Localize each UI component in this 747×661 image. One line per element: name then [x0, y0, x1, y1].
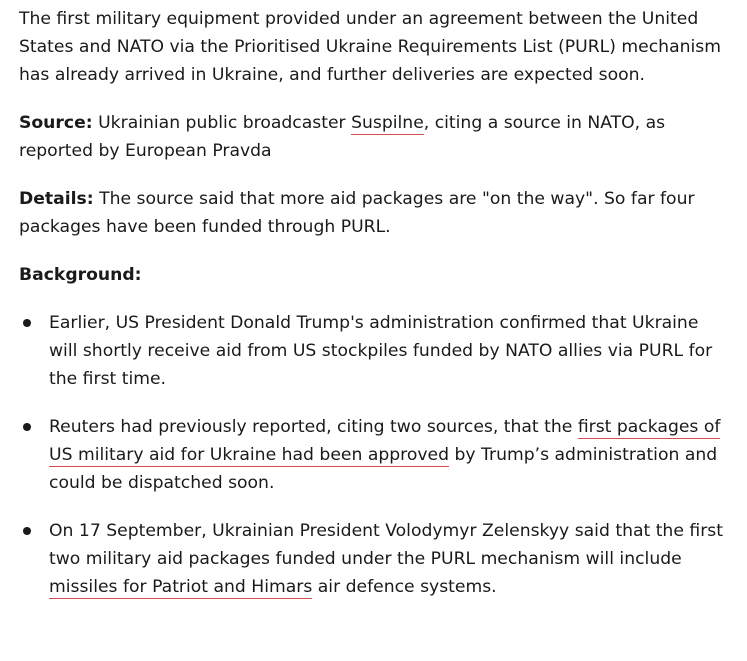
- suspilne-link[interactable]: Suspilne: [351, 113, 424, 133]
- source-paragraph: [19, 109, 729, 165]
- list-item-text-after: by Trump’s administration and could be dispatched soon.: [49, 445, 718, 493]
- list-item: [19, 413, 729, 497]
- list-item-text-before: Reuters had previously reported, citing two sources, that the: [49, 417, 578, 437]
- bullet-icon: [23, 319, 31, 327]
- details-label: Details:: [19, 189, 94, 209]
- source-text-after: , citing a source in NATO, as reported by European Pravda: [19, 113, 666, 161]
- list-item: [19, 309, 729, 393]
- list-item: [19, 517, 729, 601]
- details-text: The source said that more aid packages are "on the way". So far four packages have been funded through PURL.: [19, 189, 695, 237]
- background-list: [19, 309, 729, 601]
- background-label: Background:: [19, 265, 142, 285]
- background-heading: [19, 261, 729, 289]
- details-paragraph: [19, 185, 729, 241]
- source-label: Source:: [19, 113, 93, 133]
- bullet-icon: [23, 423, 31, 431]
- list-item-text-before: On 17 September, Ukrainian President Volodymyr Zelenskyy said that the first two military aid packages funded under the PURL mechanism will include: [49, 521, 723, 569]
- bullet-icon: [23, 527, 31, 535]
- list-item-text-after: air defence systems.: [312, 577, 497, 597]
- intro-paragraph: The first military equipment provided under an agreement between the United States and NATO via the Prioritised Ukraine Requirements List (PURL) mechanism has already arrived in Ukraine, and further deliveries are expected soon.: [19, 9, 721, 85]
- aid-approved-link[interactable]: first packages of US military aid for Ukraine had been approved: [49, 417, 721, 465]
- patriot-himars-link[interactable]: missiles for Patriot and Himars: [49, 577, 313, 597]
- source-text-before: Ukrainian public broadcaster: [92, 113, 352, 133]
- list-item-text: Earlier, US President Donald Trump's administration confirmed that Ukraine will shortly receive aid from US stockpiles funded by NATO allies via PURL for the first time.: [49, 313, 713, 389]
